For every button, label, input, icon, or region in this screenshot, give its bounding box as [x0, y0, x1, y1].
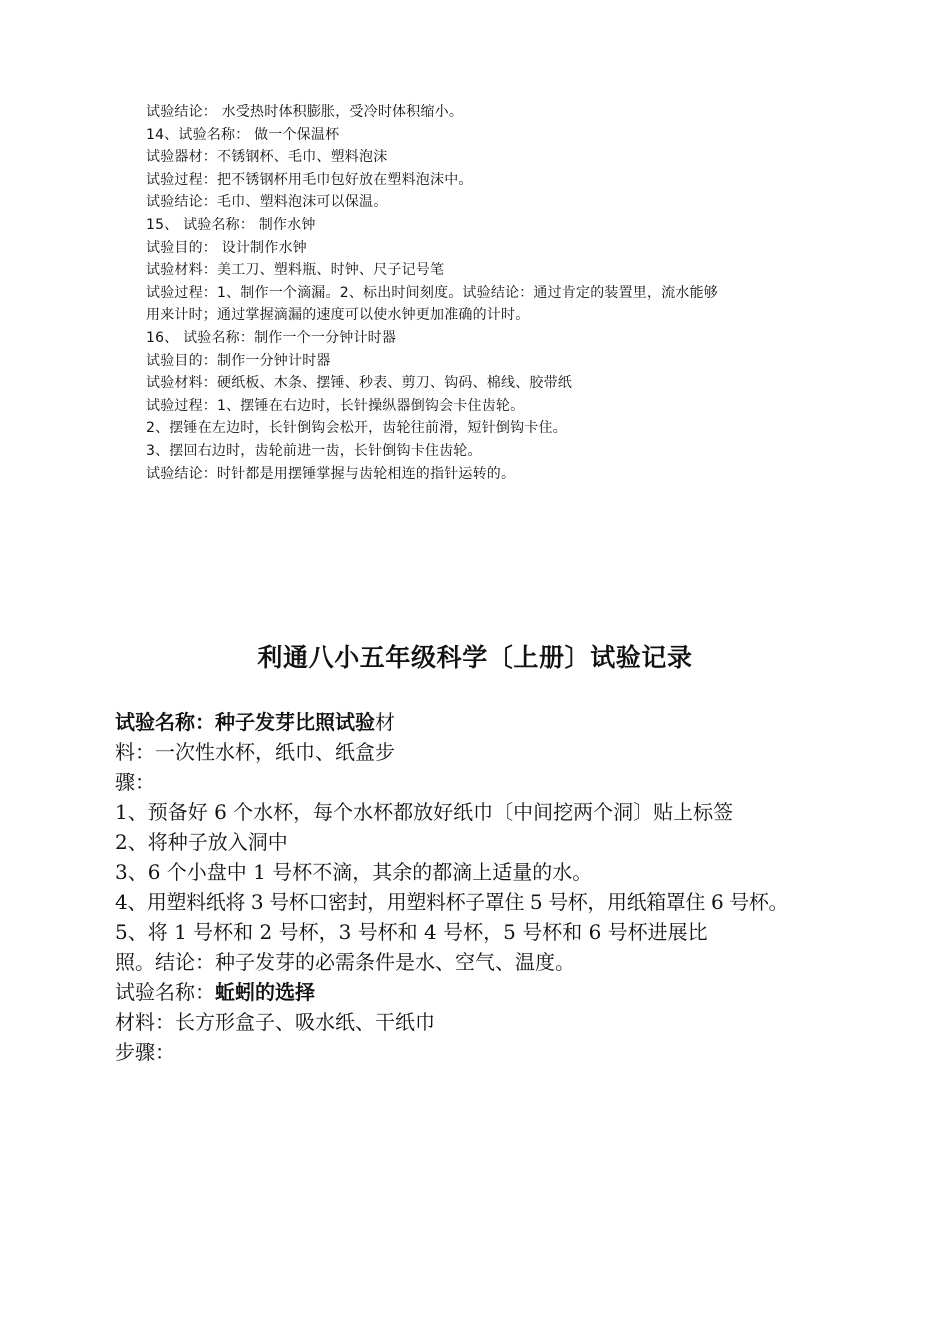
step-3: 3、6 个小盘中 1 号杯不滴，其余的都滴上适量的水。	[115, 860, 593, 884]
text-line: 3、摆回右边时，齿轮前进一齿，长针倒钩卡住齿轮。	[146, 442, 482, 459]
text-line: 试验过程：把不锈钢杯用毛巾包好放在塑料泡沫中。	[146, 171, 473, 188]
step-2: 2、将种子放入洞中	[115, 830, 288, 854]
conclusion-line: 照。结论：种子发芽的必需条件是水、空气、温度。	[115, 950, 575, 974]
text-line: 试验材料：美工刀、塑料瓶、时钟、尺子记号笔	[146, 262, 445, 279]
experiment-name-label: 试验名称：	[115, 980, 215, 1004]
text-line: 16、 试验名称：制作一个一分钟计时器	[146, 329, 397, 346]
text-line: 试验结论： 水受热时体积膨胀，受冷时体积缩小。	[146, 104, 464, 120]
materials-head: 材	[375, 710, 395, 734]
text-line: 试验目的： 设计制作水钟	[146, 239, 307, 256]
text-line: 试验过程：1、制作一个滴漏。2、标出时间刻度。试验结论：通过肯定的装置里，流水能够	[146, 284, 719, 301]
text-line: 试验目的：制作一分钟计时器	[146, 352, 331, 369]
materials-line: 料：一次性水杯，纸巾、纸盒步	[115, 740, 395, 764]
previous-experiments-section	[146, 101, 846, 485]
document-title: 利通八小五年级科学〔上册〕试验记录	[257, 643, 693, 672]
text-line: 试验器材：不锈钢杯、毛巾、塑料泡沫	[146, 149, 388, 166]
text-line: 用来计时；通过掌握滴漏的速度可以使水钟更加准确的计时。	[146, 307, 530, 324]
step-5: 5、将 1 号杯和 2 号杯，3 号杯和 4 号杯，5 号杯和 6 号杯进展比	[115, 920, 708, 944]
text-line: 试验材料：硬纸板、木条、摆锤、秒表、剪刀、钩码、棉线、胶带纸	[146, 375, 572, 392]
step-1: 1、预备好 6 个水杯，每个水杯都放好纸巾〔中间挖两个洞〕贴上标签	[115, 800, 734, 824]
step-4: 4、用塑料纸将 3 号杯口密封，用塑料杯子罩住 5 号杯，用纸箱罩住 6 号杯。	[115, 890, 789, 914]
text-line: 试验结论：毛巾、塑料泡沫可以保温。	[146, 194, 388, 211]
text-line: 试验结论：时针都是用摆锤掌握与齿轮相连的指针运转的。	[146, 465, 516, 482]
experiment-name: 种子发芽比照试验	[215, 710, 375, 734]
steps-label-2: 步骤：	[115, 1040, 175, 1064]
experiment-name: 蚯蚓的选择	[215, 980, 315, 1004]
text-line: 15、 试验名称： 制作水钟	[146, 216, 316, 233]
materials-line-2: 材料：长方形盒子、吸水纸、干纸巾	[115, 1010, 435, 1034]
experiment-name-label: 试验名称：	[115, 710, 215, 734]
experiment-name-line	[115, 707, 915, 737]
text-line: 试验过程：1、摆锤在右边时，长针操纵器倒钩会卡住齿轮。	[146, 397, 525, 414]
text-line: 2、摆锤在左边时，长针倒钩会松开，齿轮往前滑，短针倒钩卡住。	[146, 420, 567, 437]
experiment-record-section	[115, 707, 915, 1067]
text-line: 14、试验名称： 做一个保温杯	[146, 126, 340, 143]
experiment-name-line-2	[115, 977, 915, 1007]
steps-label: 骤：	[115, 770, 155, 794]
